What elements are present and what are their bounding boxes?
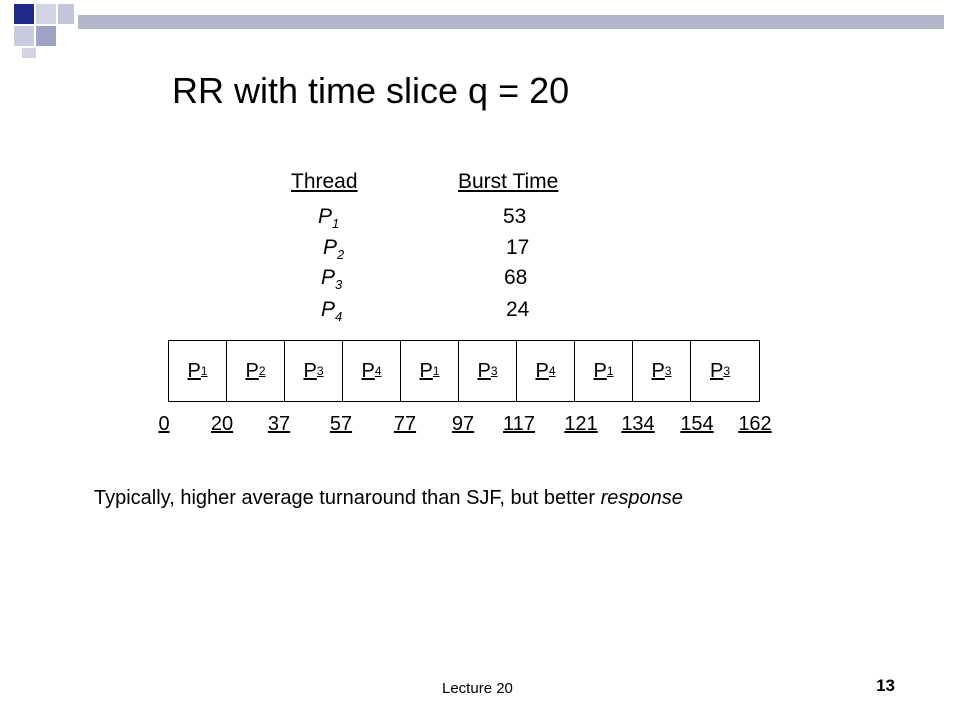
- top-decor-bar: [78, 15, 944, 29]
- corner-square-mid: [58, 4, 74, 24]
- thread-name: $P_1$: [318, 205, 340, 232]
- corner-square-light: [36, 4, 56, 24]
- burst-time-value: 24: [506, 298, 530, 321]
- lecture-footer: Lecture 20: [442, 680, 513, 697]
- gantt-time-tick: 154: [680, 413, 714, 435]
- burst-time-header: Burst Time: [458, 170, 559, 193]
- corner-square-light2: [22, 48, 36, 58]
- gantt-time-tick: 97: [451, 413, 475, 435]
- corner-square-dark: [14, 4, 34, 24]
- gantt-slot: P 3: [285, 341, 343, 401]
- gantt-time-axis: [0, 413, 960, 443]
- gantt-slot: P 4: [343, 341, 401, 401]
- gantt-slot: P 1: [575, 341, 633, 401]
- summary-note: [94, 487, 683, 510]
- corner-square-mid3: [36, 26, 56, 46]
- corner-square-mid2: [14, 26, 34, 46]
- gantt-time-tick: 134: [621, 413, 655, 435]
- gantt-slot: P 3: [709, 359, 731, 382]
- gantt-time-tick: 162: [738, 413, 772, 435]
- thread-name: $P_3$: [321, 266, 343, 293]
- gantt-slot: P 3: [459, 341, 517, 401]
- gantt-time-tick: 121: [564, 413, 598, 435]
- slide-title: RR with time slice q = 20: [172, 70, 570, 111]
- burst-time-value: 53: [503, 205, 527, 228]
- gantt-time-tick: 37: [267, 413, 291, 435]
- page-number: 13: [876, 676, 895, 695]
- burst-time-value: 68: [504, 266, 528, 289]
- gantt-slot: P 4: [517, 341, 575, 401]
- gantt-slot: P 1: [169, 341, 227, 401]
- gantt-slot: P 1: [401, 341, 459, 401]
- gantt-time-tick: 20: [210, 413, 234, 435]
- thread-name: $P_2$: [323, 236, 345, 263]
- note-text: Typically, higher average turnaround than SJF, but better: [94, 487, 601, 509]
- gantt-time-tick: 117: [503, 413, 535, 435]
- gantt-slot: P 2: [227, 341, 285, 401]
- gantt-time-tick: 57: [329, 413, 353, 435]
- note-emphasis: response: [600, 487, 683, 509]
- gantt-slot: P 3: [633, 341, 691, 401]
- gantt-time-tick: 0: [158, 413, 170, 435]
- thread-name: $P_4$: [321, 298, 343, 325]
- gantt-chart: [168, 340, 760, 402]
- burst-time-value: 17: [506, 236, 530, 259]
- thread-header: Thread: [291, 170, 358, 193]
- gantt-time-tick: 77: [393, 413, 417, 435]
